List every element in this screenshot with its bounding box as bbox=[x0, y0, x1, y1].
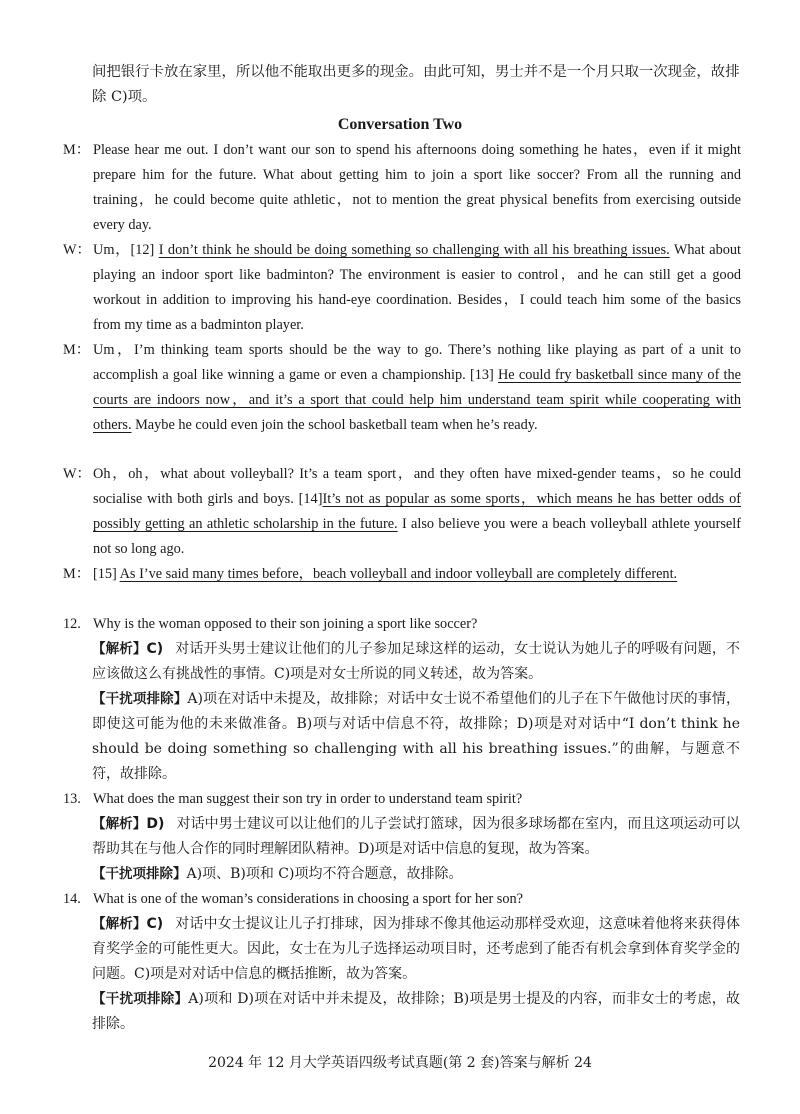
speaker-label: M： bbox=[63, 566, 91, 582]
analysis-14 bbox=[92, 912, 740, 987]
underlined-key-sentence: I don’t think he should be doing something so challenging with all his breathing issues. bbox=[158, 242, 670, 258]
answer-letter: D) bbox=[146, 816, 165, 832]
question-number: 13. bbox=[63, 791, 81, 807]
dialogue-turn-5 bbox=[63, 562, 741, 587]
underlined-key-sentence: It’s not as popular as some sports，which means he has better odds of possibly getting an athletic scholarship in the future. bbox=[93, 491, 741, 532]
underlined-key-sentence: He could fry basketball since many of the courts are indoors now，and it’s a sport that could help him understand team spirit while cooperating with others. bbox=[93, 367, 741, 433]
speaker-label: W： bbox=[63, 242, 91, 258]
analysis-text: 对话中女士提议让儿子打排球，因为排球不像其他运动那样受欢迎，这意味着他将来获得体育奖学金的可能性更大。因此，女士在为儿子选择运动项目时，还考虑到了能否有机会拿到体育奖学金的问题。C)项是对对话中信息的概括推断，故为答案。 bbox=[92, 916, 740, 982]
dialogue-text bbox=[93, 238, 741, 338]
dialogue-text bbox=[93, 462, 741, 562]
question-number: 14. bbox=[63, 891, 81, 907]
dialogue-segment: Um，I’m thinking team sports should be the way to go. There’s nothing like playing as part of a unit to accomplish a goal like winning a game or even a championship. [13] bbox=[93, 342, 741, 383]
speaker-label: M： bbox=[63, 342, 91, 358]
analysis-13 bbox=[92, 812, 740, 862]
analysis-text: 对话开头男士建议让他们的儿子参加足球这样的运动，女士说认为她儿子的呼吸有问题，不应该做这么有挑战性的事情。C)项是对女士所说的同义转述，故为答案。 bbox=[92, 641, 740, 682]
dialogue-segment: Um，[12] bbox=[93, 242, 159, 258]
dialogue-segment: What about playing an indoor sport like badminton? The environment is easier to control，and he can still get a good workout in addition to improving his hand-eye coordination. Besides，I could teach him some of the basics from my time as a badminton player. bbox=[93, 242, 741, 333]
dialogue-turn-2 bbox=[63, 238, 741, 338]
analysis-tag: 【解析】 bbox=[92, 641, 147, 657]
dialogue-turn-4 bbox=[63, 462, 741, 562]
distractor-text: A)项、B)项和 C)项均不符合题意，故排除。 bbox=[186, 866, 463, 882]
dialogue-segment: Please hear me out. I don’t want our son to spend his afternoons doing something he hates，even if it might prepare him for the future. What about getting him to join a sport like soccer? From all the running and training，he could become quite athletic，not to mention the great physical benefits from exercising outside every day. bbox=[93, 142, 741, 233]
dialogue-text bbox=[93, 562, 741, 587]
question-14 bbox=[63, 887, 741, 912]
distractor-tag: 【干扰项排除】 bbox=[92, 991, 189, 1007]
question-text: What is one of the woman’s considerations in choosing a sport for her son? bbox=[93, 891, 524, 907]
distractor-tag: 【干扰项排除】 bbox=[92, 866, 187, 882]
underlined-key-sentence: As I’ve said many times before，beach volleyball and indoor volleyball are completely different. bbox=[119, 566, 678, 582]
question-text: What does the man suggest their son try in order to understand team spirit? bbox=[93, 791, 523, 807]
distractor-14 bbox=[92, 987, 740, 1037]
analysis-tag: 【解析】 bbox=[92, 816, 147, 832]
dialogue-segment: [15] bbox=[93, 566, 120, 582]
dialogue-segment: Maybe he could even join the school basketball team when he’s ready. bbox=[131, 417, 538, 433]
distractor-text: A)项在对话中未提及，故排除；对话中女士说不希望他们的儿子在下午做他讨厌的事情，即使这可能为他的未来做准备。B)项与对话中信息不符，故排除；D)项是对对话中“I don’t think he should be doing something so challenging with all his breathing issues.”的曲解，与题意不符，故排除。 bbox=[92, 691, 740, 782]
answer-letter: C) bbox=[146, 641, 164, 657]
distractor-12 bbox=[92, 687, 740, 787]
analysis-12 bbox=[92, 637, 740, 687]
question-13 bbox=[63, 787, 741, 812]
conversation-title: Conversation Two bbox=[337, 116, 463, 133]
dialogue-segment: Oh，oh，what about volleyball? It’s a team sport，and they often have mixed-gender teams，so he could socialise with both girls and boys. [14] bbox=[93, 466, 741, 507]
speaker-label: M： bbox=[63, 142, 91, 158]
question-12 bbox=[63, 612, 741, 637]
distractor-tag: 【干扰项排除】 bbox=[92, 691, 188, 707]
question-number: 12. bbox=[63, 616, 81, 632]
analysis-text: 对话中男士建议可以让他们的儿子尝试打篮球，因为很多球场都在室内，而且这项运动可以帮助其在与他人合作的同时理解团队精神。D)项是对话中信息的复现，故为答案。 bbox=[92, 816, 741, 857]
page-footer: 2024 年 12 月大学英语四级考试真题(第 2 套)答案与解析 24 bbox=[208, 1055, 592, 1071]
dialogue-segment: I also believe you were a beach volleyball athlete yourself not so long ago. bbox=[93, 516, 741, 557]
dialogue-turn-3 bbox=[63, 338, 741, 438]
dialogue-text bbox=[93, 338, 741, 438]
speaker-label: W： bbox=[63, 466, 91, 482]
distractor-13 bbox=[92, 862, 740, 887]
intro-paragraph: 间把银行卡放在家里，所以他不能取出更多的现金。由此可知，男士并不是一个月只取一次现金，故排除 C)项。 bbox=[92, 64, 740, 105]
question-text: Why is the woman opposed to their son joining a sport like soccer? bbox=[93, 616, 478, 632]
dialogue-turn-1 bbox=[63, 138, 741, 238]
dialogue-text bbox=[93, 138, 741, 238]
answer-letter: C) bbox=[146, 916, 164, 932]
distractor-text: A)项和 D)项在对话中并未提及，故排除；B)项是男士提及的内容，而非女士的考虑，故排除。 bbox=[92, 991, 740, 1032]
analysis-tag: 【解析】 bbox=[92, 916, 147, 932]
